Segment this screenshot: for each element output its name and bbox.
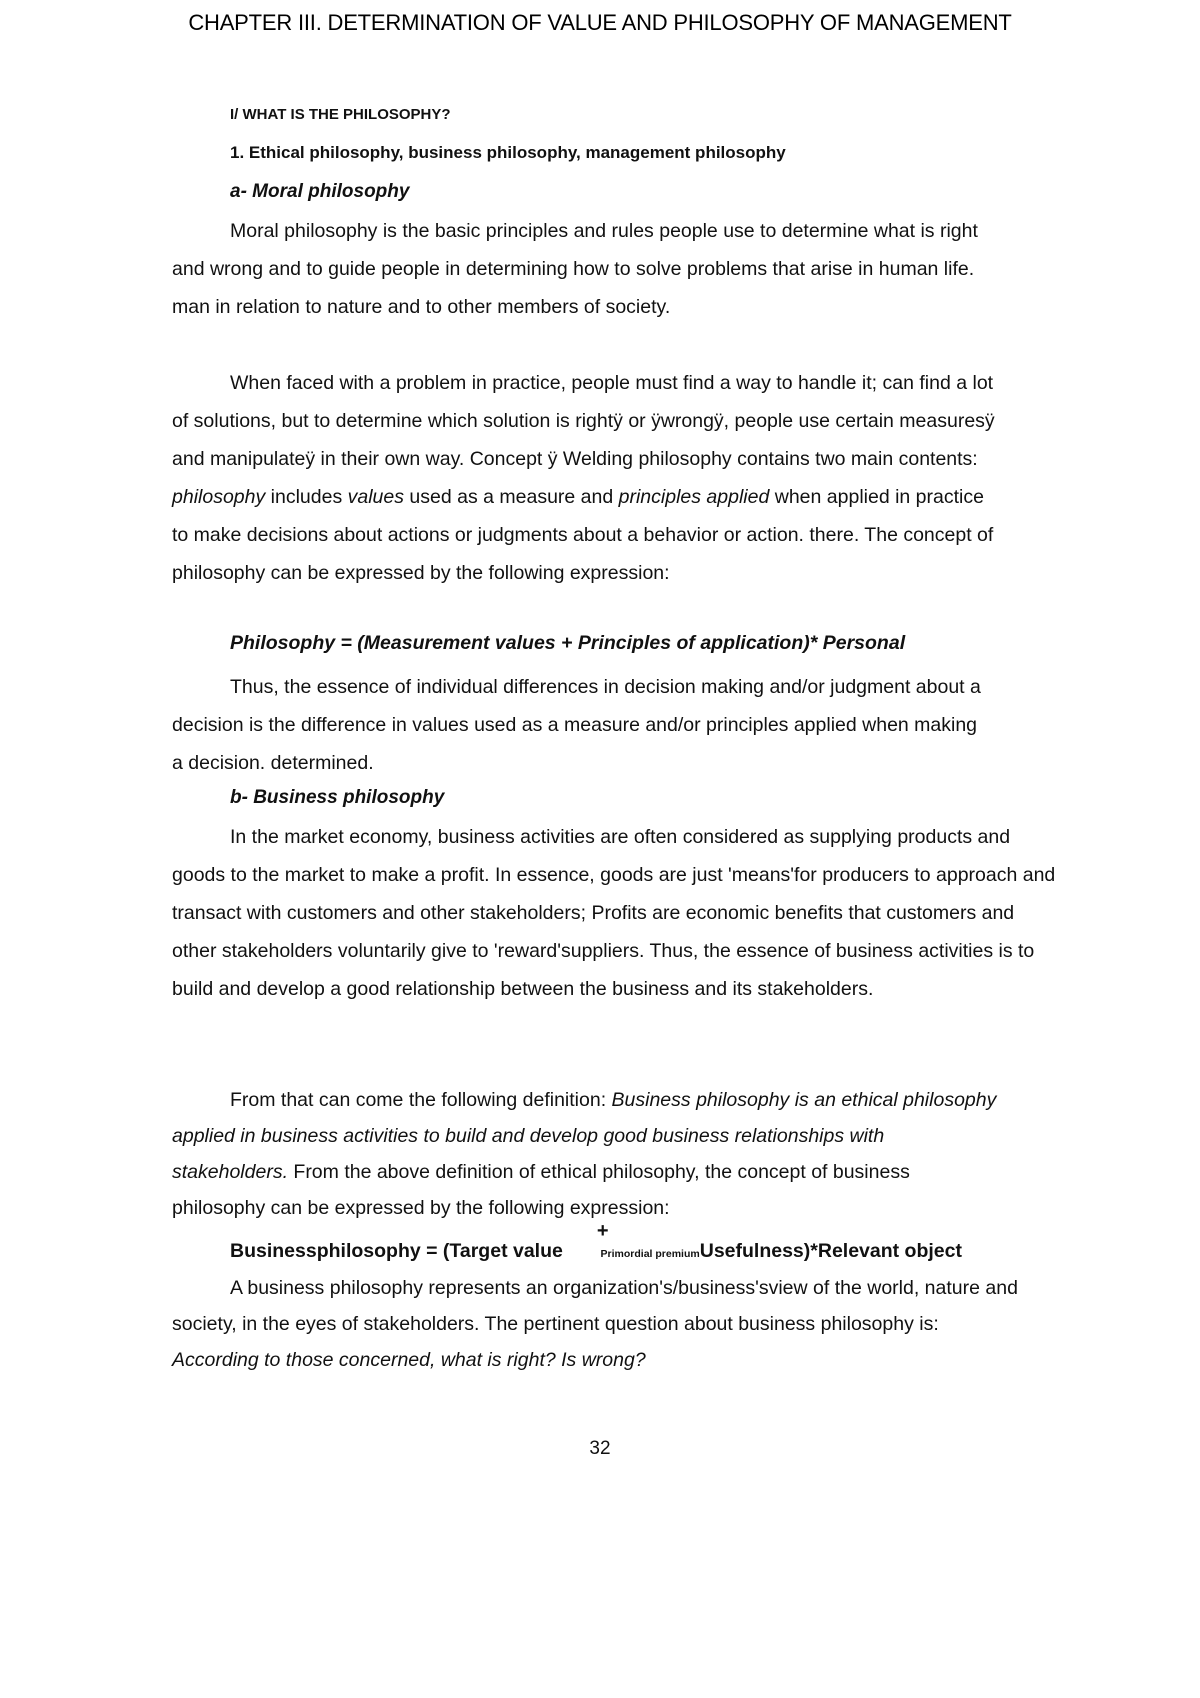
emphasis-philosophy: philosophy [172,486,266,508]
text-run: when applied in practice [769,486,984,508]
text-line: A business philosophy represents an organization's/business'sview of the world, nature and [230,1277,1018,1299]
moral-paragraph-1 [172,212,1092,326]
text-line: other stakeholders voluntarily give to 'reward'suppliers. Thus, the essence of business activities is to [172,940,1035,962]
formula-part-1: Businessphilosophy = (Target value [230,1240,563,1262]
question-emphasis: According to those concerned, what is right? Is wrong? [172,1349,646,1371]
text-line: goods to the market to make a profit. In essence, goods are just 'means'for producers to approach and [172,864,1056,886]
text-line: decision is the difference in values used as a measure and/or principles applied when making [172,714,978,736]
emphasis-principles-applied: principles applied [618,486,770,508]
definition-emphasis: Business philosophy is an ethical philosophy [611,1089,997,1111]
text-line: of solutions, but to determine which solution is rightÿ or ÿwrongÿ, people use certain measuresÿ [172,410,995,432]
text-line: philosophy can be expressed by the following expression: [172,1197,670,1219]
text-line: and wrong and to guide people in determining how to solve problems that arise in human life. [172,258,975,280]
text-line: and manipulateÿ in their own way. Concept ÿ Welding philosophy contains two main contents: [172,448,978,470]
text-line [172,1342,1092,1378]
business-paragraph-1 [172,818,1092,1008]
text-line [172,478,1092,516]
formula-part-2: Usefulness)*Relevant object [699,1240,962,1262]
plus-symbol: + [596,1220,609,1242]
text-line: When faced with a problem in practice, people must find a way to handle it; can find a lot [230,372,994,394]
page-number: 32 [589,1438,611,1459]
text-line [172,1118,1092,1154]
subsection-heading: 1. Ethical philosophy, business philosophy, management philosophy [230,143,786,162]
moral-paragraph-2 [172,364,1092,592]
text-line: Thus, the essence of individual differences in decision making and/or judgment about a [230,676,981,698]
business-philosophy-formula [172,1220,1150,1263]
text-line [172,1154,1092,1190]
business-paragraph-3 [172,1270,1092,1378]
text-line: In the market economy, business activities are often considered as supplying products and [230,826,1011,848]
text-run: From that can come the following definition: [230,1089,612,1111]
text-line: society, in the eyes of stakeholders. The pertinent question about business philosophy is: [172,1313,939,1335]
text-line: Moral philosophy is the basic principles and rules people use to determine what is right [230,220,978,242]
text-line: build and develop a good relationship between the business and its stakeholders. [172,978,874,1000]
emphasis-values: values [347,486,404,508]
definition-emphasis: applied in business activities to build and develop good business relationships with [172,1125,885,1147]
moral-paragraph-3 [172,668,1092,782]
text-line [172,1082,1092,1118]
text-line: man in relation to nature and to other members of society. [172,296,671,318]
definition-emphasis: stakeholders. [172,1161,288,1183]
text-run: used as a measure and [404,486,619,508]
text-line: to make decisions about actions or judgments about a behavior or action. there. The concept of [172,524,994,546]
text-line: philosophy can be expressed by the following expression: [172,562,670,584]
formula-subscript: Primordial premium [600,1248,700,1260]
text-run: includes [265,486,348,508]
text-line: transact with customers and other stakeholders; Profits are economic benefits that customers and [172,902,1015,924]
business-philosophy-heading: b- Business philosophy [230,787,445,808]
moral-philosophy-heading: a- Moral philosophy [230,181,410,202]
section-heading: I/ WHAT IS THE PHILOSOPHY? [230,106,451,123]
text-line: a decision. determined. [172,752,374,774]
chapter-title: CHAPTER III. DETERMINATION OF VALUE AND PHILOSOPHY OF MANAGEMENT [188,10,1012,35]
business-paragraph-2 [172,1082,1092,1226]
philosophy-formula: Philosophy = (Measurement values + Principles of application)* Personal [230,632,906,654]
text-run: From the above definition of ethical philosophy, the concept of business [287,1161,910,1183]
